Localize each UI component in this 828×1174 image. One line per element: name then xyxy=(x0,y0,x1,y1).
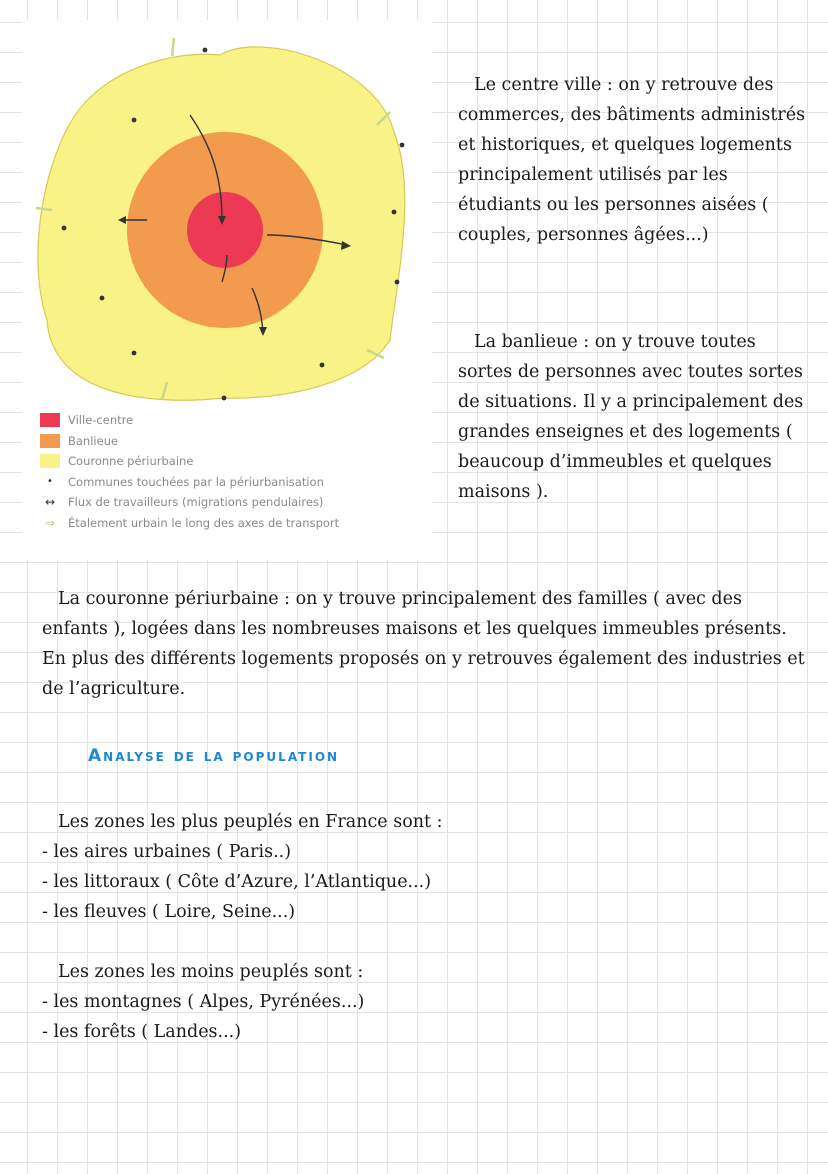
legend-label: Communes touchées par la périurbanisation xyxy=(68,474,324,489)
list-item: - les forêts ( Landes...) xyxy=(42,1022,242,1042)
couronne-swatch xyxy=(40,454,60,468)
banlieue-paragraph: La banlieue : on y trouve toutes sortes de personnes avec toutes sortes de situations. Il y a principalement des grandes enseignes et des logements ( beaucoup d’immeubles et quelques maisons ). xyxy=(458,332,804,502)
legend-label: Étalement urbain le long des axes de transport xyxy=(68,515,340,530)
spread-arrow-icon: ⇒ xyxy=(44,515,56,530)
most-populated-block xyxy=(42,807,742,927)
dot-icon: • xyxy=(47,476,53,488)
diagram-legend xyxy=(40,410,339,533)
centre-ville-paragraph: Le centre ville : on y retrouve des commerces, des bâtiments administrés et historiques, et quelques logements principalement utilisés par les étudiants ou les personnes aisées ( couples, personnes âgées...) xyxy=(458,75,806,245)
couronne-paragraph: La couronne périurbaine : on y trouve principalement des familles ( avec des enfants ), logées dans les nombreuses maisons et les quelques immeubles présents. En plus des différents logements proposés on y retrouves également des industries et de l’agriculture. xyxy=(42,589,805,699)
legend-label: Ville-centre xyxy=(68,413,134,428)
list-item: - les aires urbaines ( Paris..) xyxy=(42,842,292,862)
ville-centre-swatch xyxy=(40,413,60,427)
list-item: - les fleuves ( Loire, Seine...) xyxy=(42,902,296,922)
legend-label: Flux de travailleurs (migrations pendulaires) xyxy=(68,495,324,510)
banlieue-swatch xyxy=(40,434,60,448)
ville-centre-zone xyxy=(187,192,263,268)
legend-couronne xyxy=(40,451,339,472)
legend-banlieue xyxy=(40,431,339,452)
double-arrow-icon: ↔ xyxy=(44,495,56,510)
legend-ville-centre xyxy=(40,410,339,431)
list-item: - les montagnes ( Alpes, Pyrénées...) xyxy=(42,992,365,1012)
legend-etalement xyxy=(40,513,339,534)
most-populated-intro: Les zones les plus peuplés en France sont : xyxy=(58,812,443,832)
legend-label: Couronne périurbaine xyxy=(68,454,194,469)
list-item: - les littoraux ( Côte d’Azure, l’Atlantique...) xyxy=(42,872,432,892)
least-populated-block xyxy=(42,957,742,1047)
legend-communes xyxy=(40,472,339,493)
section-heading: Analyse de la population xyxy=(88,746,340,766)
least-populated-intro: Les zones les moins peuplés sont : xyxy=(58,962,364,982)
legend-flux xyxy=(40,492,339,513)
legend-label: Banlieue xyxy=(68,433,119,448)
